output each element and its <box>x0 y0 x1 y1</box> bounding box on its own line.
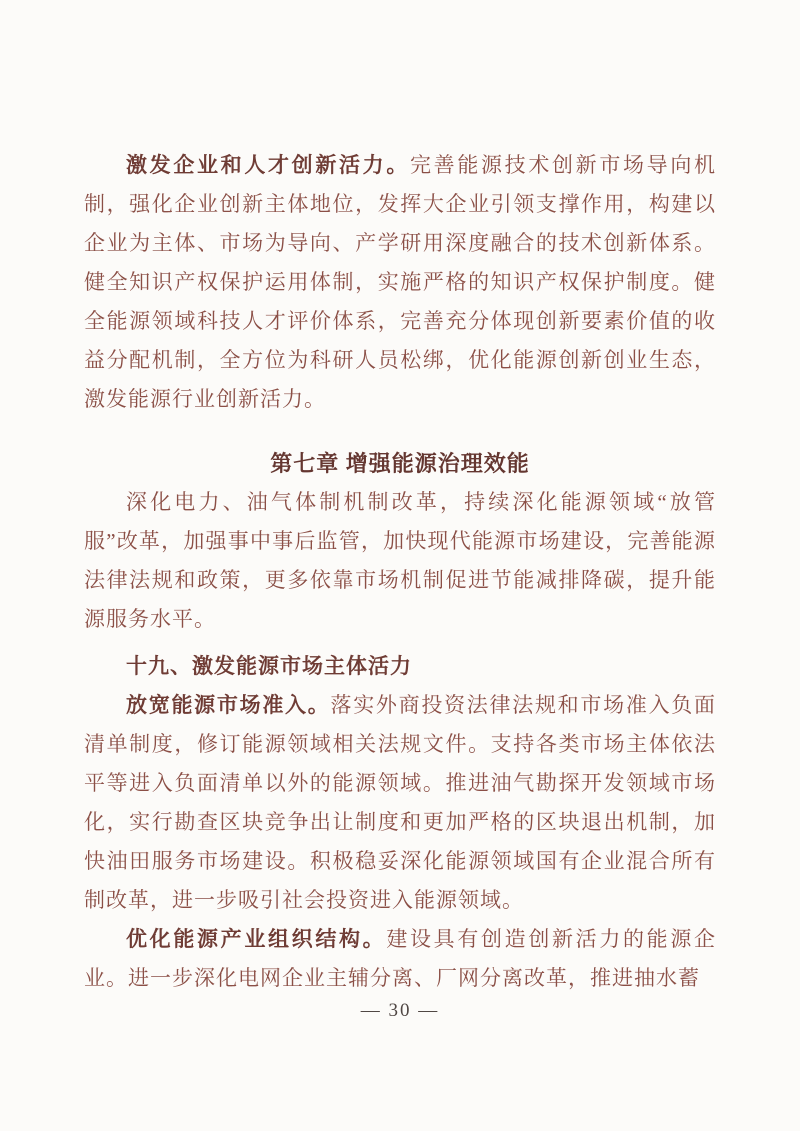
para-market-access <box>84 686 716 920</box>
para-industry-structure-lead: 优化能源产业组织结构。 <box>126 927 387 951</box>
section-heading-19: 十九、激发能源市场主体活力 <box>126 655 412 678</box>
para-market-access-text: 落实外商投资法律法规和市场准入负面清单制度，修订能源领域相关法规文件。支持各类市场主体依法平等进入负面清单以外的能源领域。推进油气勘探开发领域市场化，实行勘查区块竞争出让制度和更加严格的区块退出机制，加快油田服务市场建设。积极稳妥深化能源领域国有企业混合所有制改革，进一步吸引社会投资进入能源领域。 <box>84 693 717 912</box>
para-innovation-vitality <box>84 146 716 419</box>
chapter-heading: 第七章 增强能源治理效能 <box>270 451 530 476</box>
para-industry-structure <box>84 920 716 998</box>
page-text-block <box>84 146 716 998</box>
para-industry-structure-text: 建设具有创造创新活力的能源企业。进一步深化电网企业主辅分离、厂网分离改革，推进抽水蓄 <box>84 927 717 990</box>
para-innovation-vitality-lead: 激发企业和人才创新活力。 <box>126 153 410 177</box>
page-number: — 30 — <box>360 1000 440 1021</box>
para-governance-intro: 深化电力、油气体制机制改革，持续深化能源领域“放管服”改革，加强事中事后监管，加快现代能源市场建设，完善能源法律法规和政策，更多依靠市场机制促进节能减排降碳，提升能源服务水平。 <box>84 490 716 631</box>
para-innovation-vitality-text: 完善能源技术创新市场导向机制，强化企业创新主体地位，发挥大企业引领支撑作用，构建以企业为主体、市场为导向、产学研用深度融合的技术创新体系。健全知识产权保护运用体制，实施严格的知识产权保护制度。健全能源领域科技人才评价体系，完善充分体现创新要素价值的收益分配机制，全方位为科研人员松绑，优化能源创新创业生态，激发能源行业创新活力。 <box>84 153 716 411</box>
para-market-access-lead: 放宽能源市场准入。 <box>126 693 331 717</box>
